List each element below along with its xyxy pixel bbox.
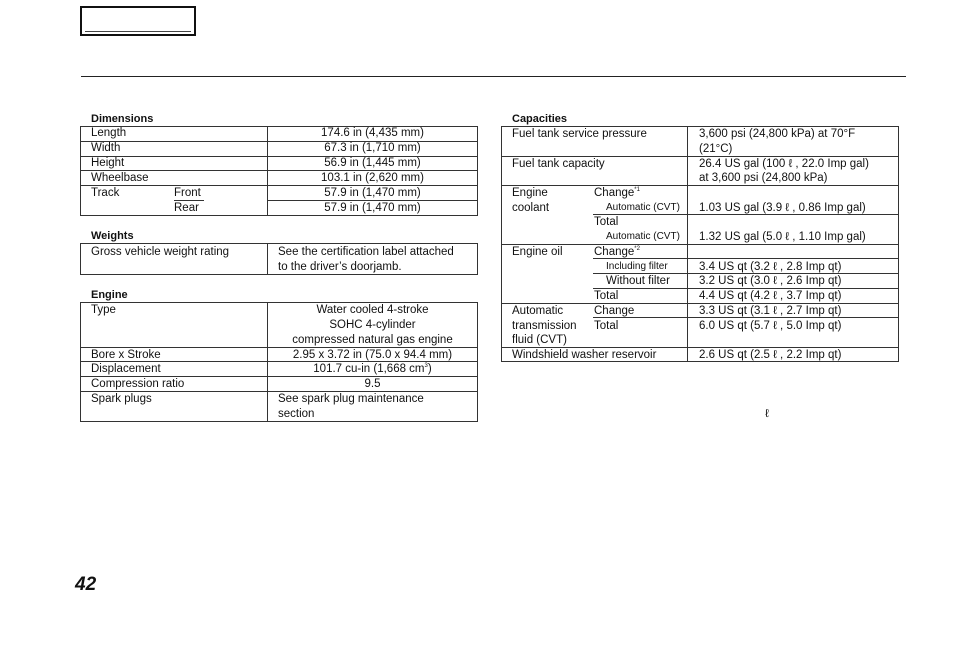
track-rear-value: 57.9 in (1,470 mm) (324, 202, 421, 214)
oil-total-label: Total (594, 290, 619, 302)
coolant-label-line2: coolant (512, 202, 550, 214)
height-label: Height (91, 157, 125, 169)
gvwr-label: Gross vehicle weight rating (91, 246, 230, 258)
oil-without-filter-label: Without filter (606, 275, 670, 287)
displacement-value: 101.7 cu-in (1,668 $cm^3$) (313, 363, 432, 375)
coolant-change-value: 1.03 US gal (3.9 ℓ , 0.86 Imp gal) (699, 202, 866, 214)
coolant-total-label: Total (594, 216, 619, 228)
atf-change-value: 3.3 US qt (3.1 ℓ , 2.7 Imp qt) (699, 305, 842, 317)
engine-type-line1: Water cooled 4-stroke (316, 304, 429, 316)
height-value: 56.9 in (1,445 mm) (324, 157, 421, 169)
engine-type-label: Type (91, 304, 116, 316)
engine-title: Engine (91, 289, 128, 301)
engine-type-line3: compressed natural gas engine (292, 334, 453, 346)
coolant-automatic-cvt-1: Automatic (CVT) (606, 202, 680, 213)
fuel-pressure-line1: 3,600 psi (24,800 kPa) at 70°F (699, 128, 856, 140)
oil-total-value: 4.4 US qt (4.2 ℓ , 3.7 Imp qt) (699, 290, 842, 302)
liter-symbol: ℓ (765, 408, 769, 420)
coolant-automatic-cvt-2: Automatic (CVT) (606, 231, 680, 242)
oil-including-filter-label: Including filter (606, 261, 668, 272)
engine-oil-label: Engine oil (512, 246, 563, 258)
bore-stroke-value: 2.95 x 3.72 in (75.0 x 94.4 mm) (292, 349, 453, 361)
page-number: 42 (75, 574, 97, 595)
width-value: 67.3 in (1,710 mm) (324, 142, 421, 154)
spark-plugs-label: Spark plugs (91, 393, 152, 405)
coolant-total-value: 1.32 US gal (5.0 ℓ , 1.10 Imp gal) (699, 231, 866, 243)
atf-change-label: Change (594, 305, 635, 317)
washer-reservoir-label: Windshield washer reservoir (512, 349, 657, 361)
atf-label-line1: Automatic (512, 305, 564, 317)
fuel-capacity-line1: 26.4 US gal (100 ℓ , 22.0 Imp gal) (699, 158, 869, 170)
weights-title: Weights (91, 230, 134, 242)
compression-label: Compression ratio (91, 378, 185, 390)
bore-stroke-label: Bore x Stroke (91, 349, 161, 361)
gvwr-value-line1: See the certification label attached (278, 246, 454, 258)
header-frame (80, 6, 196, 36)
fuel-pressure-label: Fuel tank service pressure (512, 128, 647, 140)
atf-total-label: Total (594, 320, 619, 332)
gvwr-value-line2: to the driver’s doorjamb. (278, 261, 402, 273)
capacities-title: Capacities (512, 113, 568, 125)
length-value: 174.6 in (4,435 mm) (321, 127, 424, 139)
washer-reservoir-value: 2.6 US qt (2.5 ℓ , 2.2 Imp qt) (699, 349, 842, 361)
wheelbase-value: 103.1 in (2,620 mm) (321, 172, 424, 184)
compression-value: 9.5 (364, 378, 381, 390)
displacement-label: Displacement (91, 363, 161, 375)
engine-type-line2: SOHC 4-cylinder (329, 319, 416, 331)
dimensions-title: Dimensions (91, 113, 154, 125)
width-label: Width (91, 142, 121, 154)
track-rear-label: Rear (174, 202, 199, 214)
atf-label-line3: fluid (CVT) (512, 334, 567, 346)
atf-total-value: 6.0 US qt (5.7 ℓ , 5.0 Imp qt) (699, 320, 842, 332)
track-front-label: Front (174, 187, 201, 199)
fuel-capacity-line2: at 3,600 psi (24,800 kPa) (699, 172, 828, 184)
header-rule (81, 76, 906, 77)
fuel-pressure-line2: (21°C) (699, 143, 733, 155)
track-label: Track (91, 187, 120, 199)
oil-without-filter-value: 3.2 US qt (3.0 ℓ , 2.6 Imp qt) (699, 275, 842, 287)
oil-including-filter-value: 3.4 US qt (3.2 ℓ , 2.8 Imp qt) (699, 261, 842, 273)
atf-label-line2: transmission (512, 320, 577, 332)
coolant-label-line1: Engine (512, 187, 548, 199)
spark-plugs-line1: See spark plug maintenance (278, 393, 424, 405)
oil-change-label: Change$^{*2}$ (594, 246, 640, 258)
length-label: Length (91, 127, 127, 139)
track-front-value: 57.9 in (1,470 mm) (324, 187, 421, 199)
fuel-capacity-label: Fuel tank capacity (512, 158, 605, 170)
wheelbase-label: Wheelbase (91, 172, 149, 184)
coolant-change-label: Change$^{*1}$ (594, 187, 640, 199)
spark-plugs-line2: section (278, 408, 315, 420)
